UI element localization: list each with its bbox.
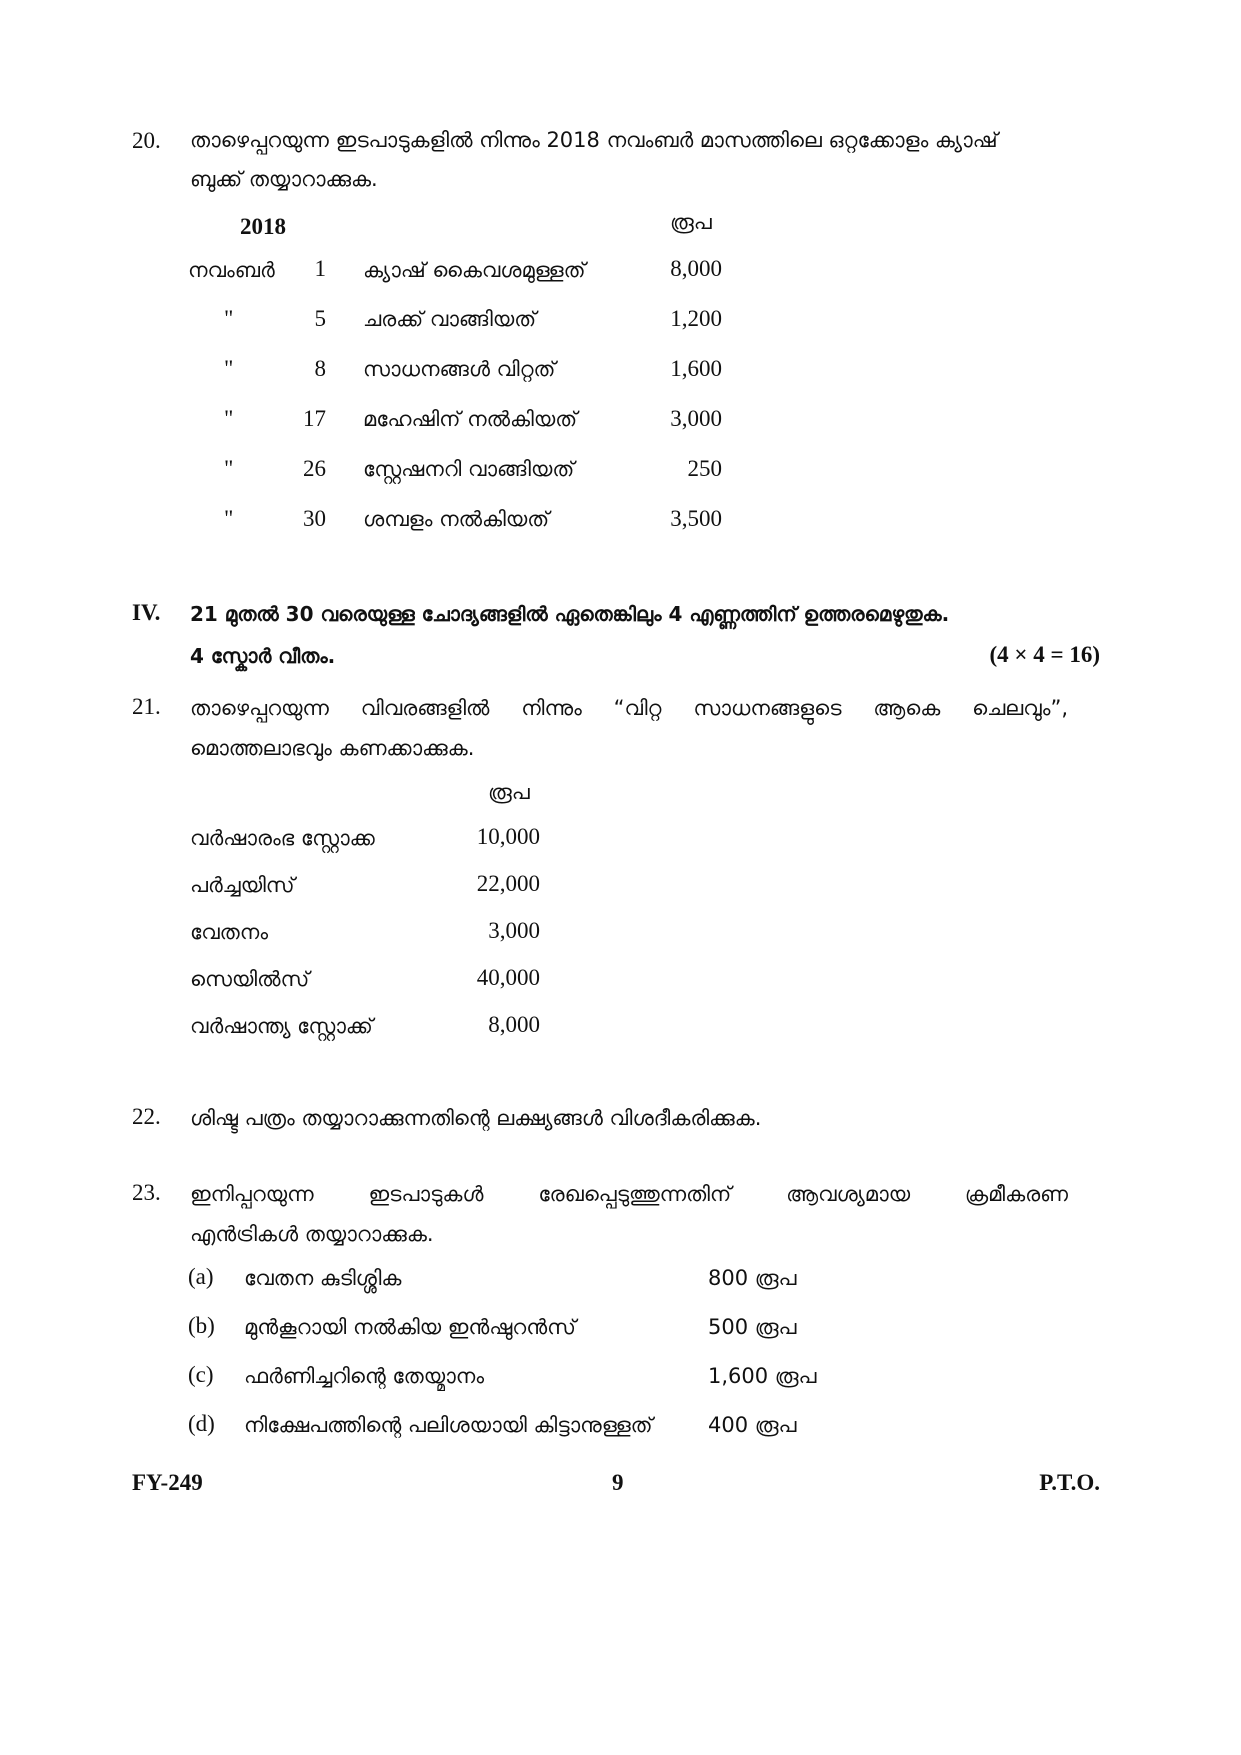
q21-word: ചെലവും”, [972, 696, 1068, 720]
q20-number: 20. [132, 128, 161, 153]
q20-year-header: 2018 [240, 214, 286, 239]
q20-row-desc: സ്റ്റേഷനറി വാങ്ങിയത് [363, 457, 575, 481]
q20-row-desc: ശമ്പളം നൽകിയത് [363, 507, 550, 531]
q21-word: സാധനങ്ങളുടെ [693, 696, 842, 720]
q20-row-desc: സാധനങ്ങൾ വിറ്റത് [363, 357, 556, 381]
q21-text-line1 [190, 696, 1068, 721]
q23-item-label: (d) [188, 1411, 215, 1436]
q23-word: രേഖപ്പെടുത്തുന്നതിന് [538, 1182, 732, 1206]
q20-row-day: 17 [303, 406, 326, 431]
q21-amount-header: രൂപ [488, 780, 530, 804]
q20-row-day: 30 [303, 506, 326, 531]
section-iv-roman: IV. [132, 600, 161, 625]
q21-row-amount: 3,000 [488, 918, 540, 943]
q21-number: 21. [132, 694, 161, 719]
footer-code: FY-249 [132, 1470, 203, 1495]
q20-row-month: " [224, 456, 234, 481]
q20-amount-header: രൂപ [670, 210, 712, 234]
q23-item-label: (a) [188, 1264, 214, 1289]
q23-item-text: മുൻകൂറായി നൽകിയ ഇൻഷുറൻസ് [244, 1315, 576, 1339]
q21-row-label: പർച്ചയിസ് [190, 873, 295, 897]
q23-item-text: ഫർണിച്ചറിന്റെ തേയ്മാനം [244, 1364, 485, 1388]
q23-item-amount: 400 രൂപ [708, 1413, 797, 1437]
q20-row-month: " [224, 506, 234, 531]
q21-word: ആകെ [873, 696, 941, 720]
q20-row-amount: 3,500 [670, 506, 722, 531]
q23-number: 23. [132, 1180, 161, 1205]
q21-row-amount: 8,000 [488, 1012, 540, 1037]
q20-text-line2: ബുക്ക് തയ്യാറാക്കുക. [190, 167, 378, 191]
q20-row-day: 5 [314, 306, 326, 331]
q22-number: 22. [132, 1104, 161, 1129]
q21-row-label: സെയിൽസ് [190, 967, 310, 991]
q23-word: ഇടപാടുകൾ [368, 1182, 484, 1206]
q21-word: താഴെപ്പറയുന്ന [190, 696, 329, 720]
q23-item-label: (c) [188, 1362, 214, 1387]
q23-item-text: നിക്ഷേപത്തിന്റെ പലിശയായി കിട്ടാനുള്ളത് [244, 1413, 653, 1437]
q20-row-day: 1 [314, 256, 326, 281]
q20-row-amount: 1,600 [670, 356, 722, 381]
q20-row-day: 26 [303, 456, 326, 481]
q21-row-label: വേതനം [190, 920, 268, 944]
q23-text-line2: എൻട്രികൾ തയ്യാറാക്കുക. [190, 1222, 434, 1246]
q21-row-amount: 40,000 [476, 965, 540, 990]
q23-word: ക്രമീകരണ [964, 1182, 1068, 1206]
q22-text: ശിഷ്ട പത്രം തയ്യാറാക്കുന്നതിന്റെ ലക്ഷ്യങ്ങൾ വിശദീകരിക്കുക. [190, 1106, 762, 1130]
q21-row-amount: 10,000 [476, 824, 540, 849]
q23-item-text: വേതന കുടിശ്ശിക [244, 1266, 402, 1290]
q20-row-amount: 8,000 [670, 256, 722, 281]
q20-text-line1: താഴെപ്പറയുന്ന ഇടപാടുകളിൽ നിന്നും 2018 നവംബർ മാസത്തിലെ ഒറ്റക്കോളം ക്യാഷ് [190, 128, 998, 152]
footer-page-number: 9 [612, 1470, 624, 1495]
q23-text-line1 [190, 1182, 1068, 1207]
q20-row-desc: ക്യാഷ് കൈവശമുള്ളത് [363, 258, 586, 282]
q23-item-amount: 1,600 രൂപ [708, 1364, 817, 1388]
q23-item-amount: 500 രൂപ [708, 1315, 797, 1339]
footer-pto: P.T.O. [1039, 1470, 1100, 1495]
q21-row-label: വർഷാരംഭ സ്റ്റോക്ക [190, 826, 375, 850]
q20-row-day: 8 [314, 356, 326, 381]
q23-item-amount: 800 രൂപ [708, 1266, 797, 1290]
q20-row-desc: ചരക്ക് വാങ്ങിയത് [363, 307, 537, 331]
q21-word: വിവരങ്ങളിൽ [360, 696, 490, 720]
section-iv-marks: (4 × 4 = 16) [989, 642, 1100, 667]
q23-word: ആവശ്യമായ [786, 1182, 911, 1206]
q21-row-label: വർഷാന്ത്യ സ്റ്റോക്ക് [190, 1014, 373, 1038]
q21-text-line2: മൊത്തലാഭവും കണക്കാക്കുക. [190, 736, 475, 760]
q20-row-month: " [224, 356, 234, 381]
q21-word: “വിറ്റ [613, 696, 662, 720]
q20-row-month: " [224, 306, 234, 331]
q20-row-amount: 250 [687, 456, 722, 481]
q20-row-month: നവംബർ [188, 258, 275, 282]
section-iv-instruction-line1: 21 മുതൽ 30 വരെയുള്ള ചോദ്യങ്ങളിൽ ഏതെങ്കിലും 4 എണ്ണത്തിന് ഉത്തരമെഴുതുക. [190, 602, 950, 626]
q23-item-label: (b) [188, 1313, 215, 1338]
q20-row-amount: 3,000 [670, 406, 722, 431]
q20-row-month: " [224, 406, 234, 431]
q20-row-amount: 1,200 [670, 306, 722, 331]
q20-row-desc: മഹേഷിന് നൽകിയത് [363, 407, 578, 431]
q21-row-amount: 22,000 [476, 871, 540, 896]
q21-word: നിന്നും [521, 696, 582, 720]
section-iv-instruction-line2: 4 സ്കോർ വീതം. [190, 644, 336, 668]
q23-word: ഇനിപ്പറയുന്ന [190, 1182, 314, 1206]
